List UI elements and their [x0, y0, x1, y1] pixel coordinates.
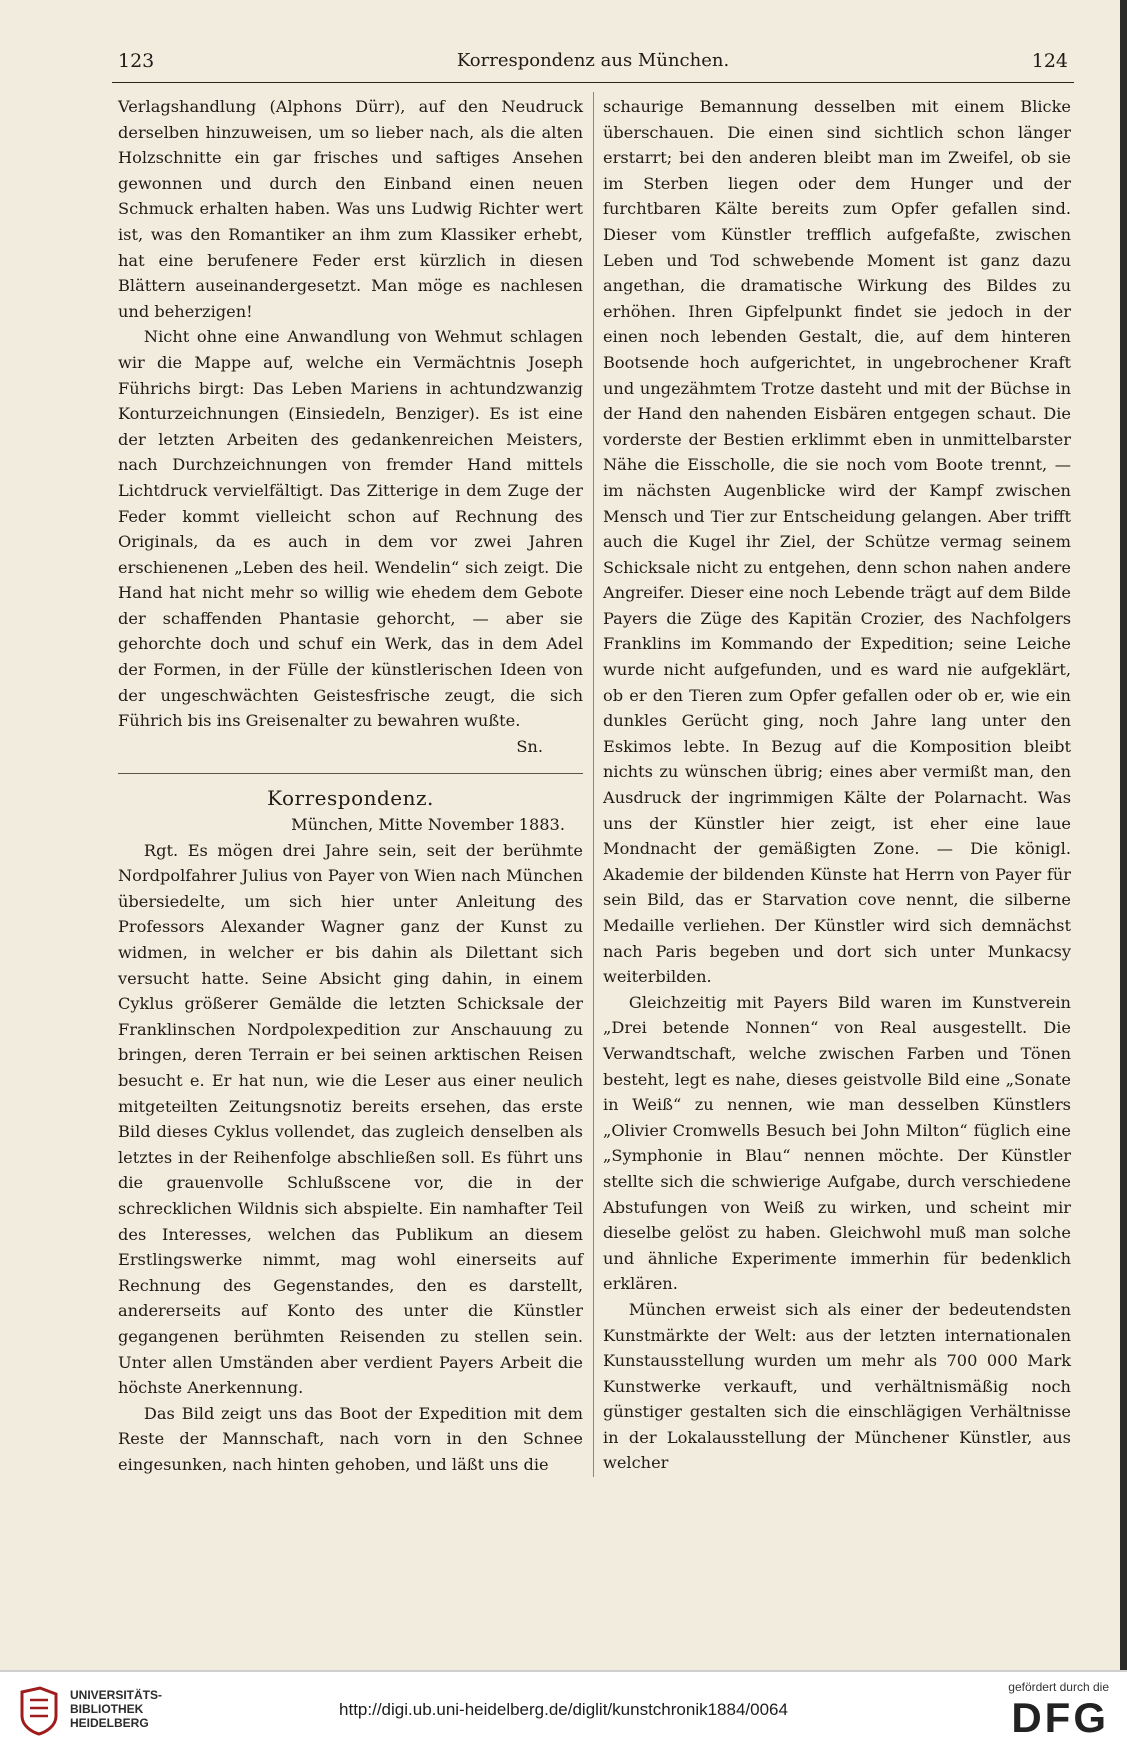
dfg-logo: DFG [1011, 1694, 1109, 1741]
library-name-line2: BIBLIOTHEK [70, 1702, 144, 1716]
left-paragraph-1: Verlagshandlung (Alphons Dürr), auf den Neudruck derselben hinzuweisen, um so lieber nach, als die alten Holzschnitte ein gar frisches und saftiges Ansehen gewonnen und durch den Einband einen neuen Schmuck erhalten haben. Was uns Ludwig Richter wert ist, was den Romantiker an ihm zum Klassiker erhebt, hat eine berufenere Feder erst kürzlich in diesen Blättern auseinandergesetzt. Man möge es nachlesen und beherzigen! [118, 97, 583, 321]
running-head [118, 50, 1068, 80]
library-name-line3: HEIDELBERG [70, 1716, 149, 1730]
running-title: Korrespondenz aus München. [456, 50, 730, 71]
page-number-right: 124 [1031, 50, 1068, 72]
left-column [118, 94, 583, 1477]
page-number-left: 123 [118, 50, 155, 72]
sponsor-label: gefördert durch die [1008, 1680, 1109, 1694]
right-paragraph-1: schaurige Bemannung desselben mit einem Blicke überschauen. Die einen sind sichtlich schon länger erstarrt; bei den anderen bleibt man im Zweifel, ob sie im Sterben liegen oder dem Hunger und der furchtbaren Kälte bereits zum Opfer gefallen sind. Dieser vom Künstler trefflich aufgefaßte, zwischen Leben und Tod schwebende Moment ist ganz dazu angethan, die dramatische Wirkung des Bildes zu erhöhen. Ihren Gipfelpunkt findet sie jedoch in der einen noch lebenden Gestalt, die, auf dem hinteren Bootsende hoch aufgerichtet, in ungebrochener Kraft und ungezähmtem Trotze dasteht und mit der Büchse in der Hand den nahenden Eisbären entgegen schaut. Die vorderste der Bestien erklimmt eben in unmittelbarster Nähe die Eisscholle, die sie noch vom Boote trennt, — im nächsten Augenblicke wird der Kampf zwischen Mensch und Tier zur Entscheidung gelangen. Aber trifft auch die Kugel ihr Ziel, der Schütze vermag seinem Schicksale nicht zu entgehen, denn schon nahen andere Angreifer. Dieser eine noch Lebende trägt auf dem Bilde Payers die Züge des Kapitän Crozier, des Nachfolgers Franklins im Kommando der Expedition; seine Leiche wurde nicht aufgefunden, und es ward nie aufgeklärt, ob er den Tieren zum Opfer gefallen oder ob er, wie ein dunkles Gerücht ging, noch Jahre lang unter den Eskimos lebte. In Bezug auf die Komposition bleibt nichts zu wünschen übrig; eines aber vermißt man, den Ausdruck der ingrimmigen Kälte der Polarnacht. Was uns der Künstler hier zeigt, ist eher eine laue Mondnacht der gemäßigten Zone. — Die königl. Akademie der bildenden Künste hat Herrn von Payer für sein Bild, das er Starvation cove nennt, die silberne Medaille verliehen. Der Künstler wird sich demnächst nach Paris begeben und dort sich unter Munkacsy weiterbilden. [603, 97, 1071, 987]
permalink-url[interactable]: http://digi.ub.uni-heidelberg.de/diglit/kunstchronik1884/0064 [339, 1700, 788, 1719]
dateline: München, Mitte November 1883. [291, 815, 565, 835]
section-divider [118, 773, 583, 774]
sponsor-block[interactable] [969, 1680, 1109, 1746]
library-name-line1: UNIVERSITÄTS- [70, 1688, 163, 1702]
right-paragraph-3: München erweist sich als einer der bedeutendsten Kunstmärkte der Welt: aus der letzten internationalen Kunstausstellung wurden um mehr als 700 000 Mark Kunstwerke verkauft, und verhältnismäßig noch günstiger gestalten sich die einschlägigen Verhältnisse in der Lokalausstellung der Münchener Künstler, aus welcher [603, 1299, 1071, 1473]
viewer-footer [0, 1670, 1127, 1753]
column-divider [593, 92, 594, 1477]
left-paragraph-4: Das Bild zeigt uns das Boot der Expedition mit dem Reste der Mannschaft, nach vorn in den Schnee eingesunken, nach hinten gehoben, und läßt uns die [118, 1403, 583, 1474]
section-title: Korrespondenz. [267, 786, 434, 811]
footer-rule [0, 1670, 1127, 1672]
header-rule [112, 82, 1074, 83]
right-paragraph-2: Gleichzeitig mit Payers Bild waren im Kunstverein „Drei betende Nonnen“ von Real ausgestellt. Die Verwandtschaft, welche zwischen Farben und Tönen besteht, legt es nahe, dieses geistvolle Bild eine „Sonate in Weiß“ zu nennen, wie man desselben Künstlers „Olivier Cromwells Besuch bei John Milton“ füglich eine „Symphonie in Blau“ nennen möchte. Der Künstler stellte sich die schwierige Aufgabe, durch verschiedene Abstufungen von Weiß zu wirken, und scheint mir dieselbe gelöst zu haben. Gleichwohl muß man solche und ähnliche Experimente immerhin für bedenklich erklären. [603, 992, 1071, 1294]
right-column [603, 94, 1071, 1476]
author-signature: Sn. [516, 736, 543, 756]
left-paragraph-2: Nicht ohne eine Anwandlung von Wehmut schlagen wir die Mappe auf, welche ein Vermächtnis Joseph Führichs birgt: Das Leben Mariens in achtundzwanzig Konturzeichnungen (Einsiedeln, Benziger). Es ist eine der letzten Arbeiten des gedankenreichen Meisters, nach Durchzeichnungen von fremder Hand mittels Lichtdruck vervielfältigt. Das Zitterige in dem Zuge der Feder kommt vielleicht schon auf Rechnung des Originals, da es auch in dem vor zwei Jahren erschienenen „Leben des heil. Wendelin“ sich zeigt. Die Hand hat nicht mehr so willig wie ehedem dem Gebote der schaffenden Phantasie gehorcht, — aber sie gehorchte doch und schuf ein Werk, das in dem Adel der Formen, in der Fülle der künstlerischen Ideen von der ungeschwächten Geistesfrische zeugt, die sich Führich bis ins Greisenalter zu bewahren wußte. [118, 327, 583, 731]
left-paragraph-3: Rgt. Es mögen drei Jahre sein, seit der berühmte Nordpolfahrer Julius von Payer von Wien nach München übersiedelte, um sich hier unter Anleitung des Professors Alexander Wagner ganz der Kunst zu widmen, in welcher er bis dahin als Dilettant sich versucht hatte. Seine Absicht ging dahin, in einem Cyklus größerer Gemälde die letzten Schicksale der Franklinschen Nordpolexpedition zur Anschauung zu bringen, deren Terrain er bei seinen arktischen Reisen besucht e. Er hat nun, wie die Leser aus einer neulich mitgeteilten Zeitungsnotiz bereits ersehen, das erste Bild dieses Cyklus vollendet, das zugleich denselben als letztes in der Reihenfolge abschließen soll. Es führt uns die grauenvolle Schlußscene vor, die in der schrecklichen Wildnis sich abspielte. Ein namhafter Teil des Interesses, welchen das Publikum an diesem Erstlingswerke nimmt, mag wohl einerseits auf Rechnung des Gegenstandes, den es darstellt, andererseits auf Konto des unter die Künstler gegangenen berühmten Reisenden zu stellen sein. Unter allen Umständen aber verdient Payers Arbeit die höchste Anerkennung. [118, 840, 583, 1398]
